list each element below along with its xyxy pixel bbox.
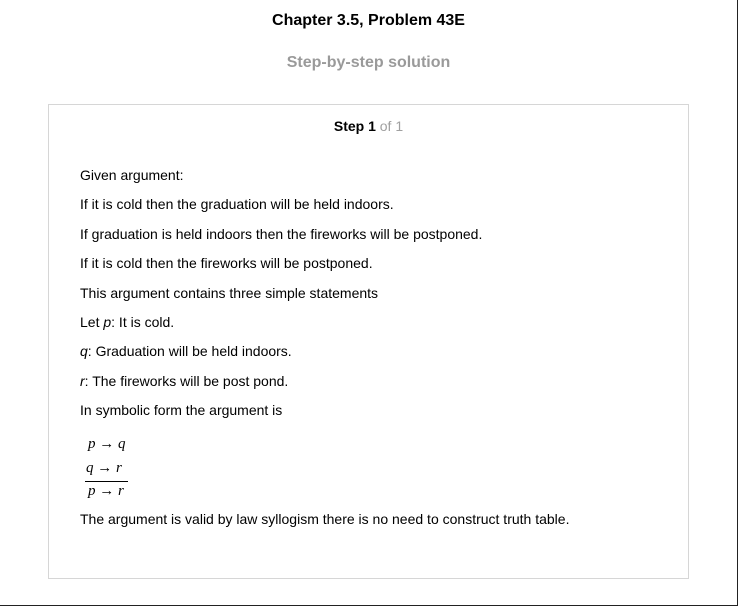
variable-r: r — [80, 372, 85, 389]
step-header — [49, 118, 688, 134]
step-count: of 1 — [379, 118, 404, 134]
premise-1-line: If it is cold then the graduation will be held indoors. — [80, 196, 394, 213]
formula-premise-2 — [86, 460, 122, 477]
solution-card — [48, 104, 689, 579]
let-prefix: Let — [80, 313, 104, 330]
definition-r-line — [80, 373, 670, 402]
formula-conclusion-right: r — [118, 482, 124, 499]
formula-premise-1 — [88, 436, 126, 453]
syllogism-formula — [80, 433, 670, 511]
step-by-step-subtitle: Step-by-step solution — [286, 54, 451, 71]
premise-2-line: If graduation is held indoors then the fireworks will be postponed. — [80, 225, 483, 242]
symbolic-form-line: In symbolic form the argument is — [80, 402, 283, 419]
formula-conclusion — [88, 483, 124, 500]
definition-q-text: : Graduation will be held indoors. — [87, 343, 292, 360]
formula-conclusion-left: p — [88, 482, 96, 499]
simple-statements-line: This argument contains three simple statements — [80, 284, 379, 301]
definition-r-text: : The fireworks will be post pond. — [84, 372, 289, 389]
variable-q: q — [80, 343, 88, 360]
definition-q-line — [80, 343, 670, 372]
formula-divider-line — [85, 481, 128, 482]
definition-p-text: : It is cold. — [111, 313, 175, 330]
step-label: Step 1 — [333, 118, 376, 134]
formula-premise-2-left: q — [86, 459, 94, 476]
formula-premise-1-right: q — [118, 435, 126, 452]
conclusion-statement-line: If it is cold then the fireworks will be postponed. — [80, 255, 373, 272]
final-conclusion-line: The argument is valid by law syllogism there is no need to construct truth table. — [80, 510, 570, 527]
arrow-icon: → — [99, 482, 115, 499]
definition-p-line — [80, 314, 670, 343]
chapter-title: Chapter 3.5, Problem 43E — [272, 12, 465, 29]
arrow-icon: → — [99, 435, 115, 452]
solution-content — [80, 167, 670, 528]
arrow-icon: → — [97, 459, 113, 476]
given-argument-line: Given argument: — [80, 167, 184, 183]
formula-premise-2-right: r — [116, 459, 122, 476]
formula-premise-1-left: p — [88, 435, 96, 452]
variable-p: p — [103, 313, 112, 330]
